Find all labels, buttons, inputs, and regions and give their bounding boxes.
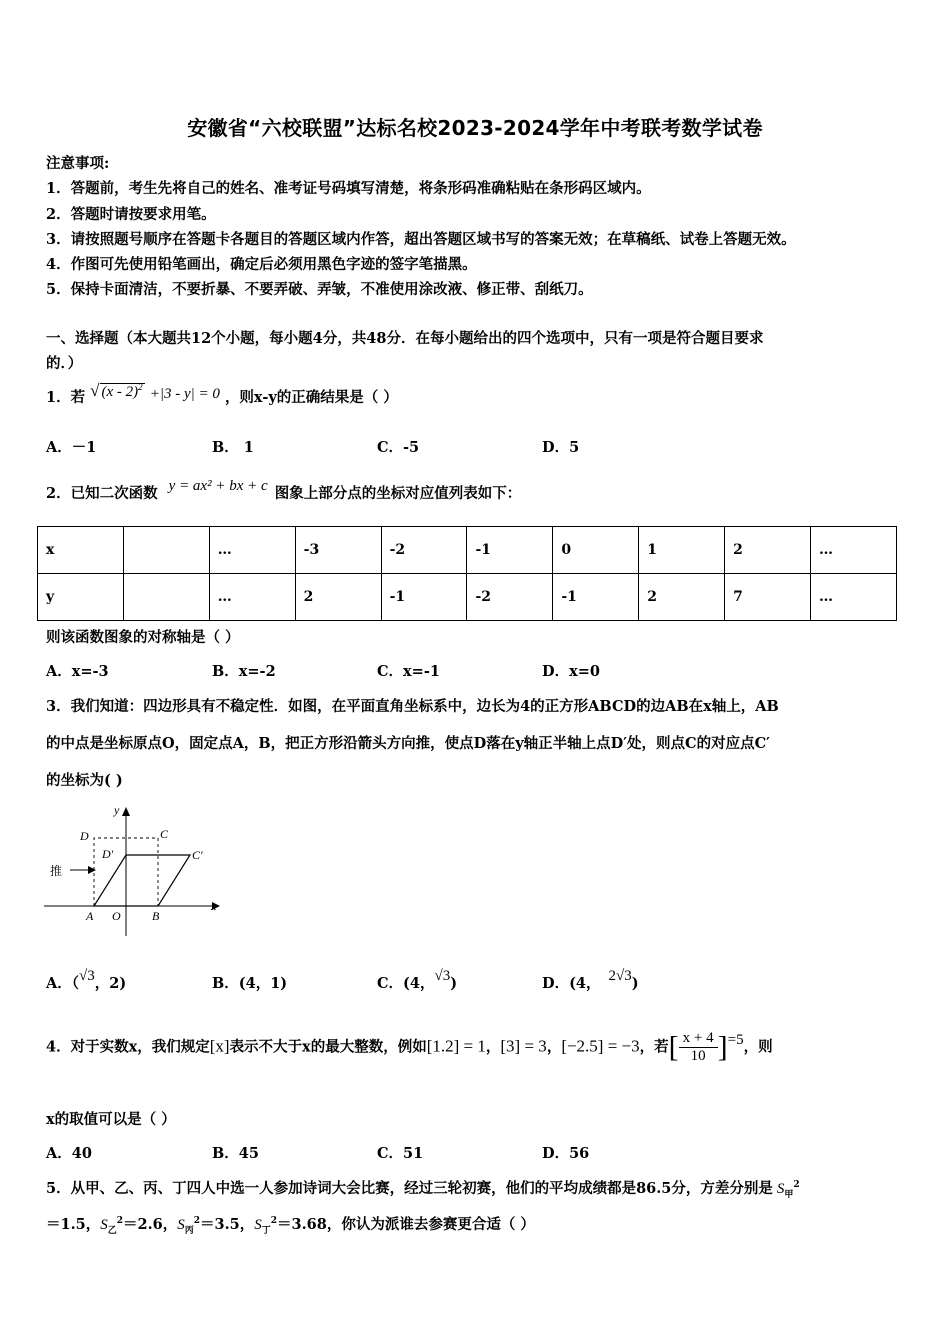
- table-cell: …: [811, 527, 897, 574]
- label-B: B: [152, 909, 160, 923]
- table-cell: …: [209, 574, 295, 621]
- table-cell: y: [38, 574, 124, 621]
- question-5-cont: ＝1.5，$S_乙^2=2.6$，$S_丙^2=3.5$，$S_丁^2=3.68$，你认为派谁去参赛更合适（ ）: [46, 1216, 535, 1236]
- option-d[interactable]: D．5: [542, 439, 580, 456]
- table-cell: 7: [725, 574, 811, 621]
- table-cell: 1: [639, 527, 725, 574]
- option-c[interactable]: C．-5: [377, 439, 420, 456]
- option-d[interactable]: D．x=0: [542, 663, 600, 680]
- option-b[interactable]: B．45: [212, 1145, 259, 1162]
- notice-item: 5．保持卡面清洁，不要折暴、不要弄破、弄皱，不准使用涂改液、修正带、刮纸刀。: [46, 281, 593, 298]
- table-cell: 0: [553, 527, 639, 574]
- option-a[interactable]: A．（√3，2): [46, 968, 127, 992]
- question-3-cont: 的坐标为( ): [46, 772, 123, 789]
- section-heading: 一、选择题（本大题共12个小题，每小题4分，共48分．在每小题给出的四个选项中，只有一项是符合题目要求: [46, 330, 764, 347]
- table-cell: -2: [467, 574, 553, 621]
- label-x: x: [211, 899, 217, 913]
- quadratic-function: y = ax² + bx + c: [168, 478, 268, 494]
- notice-item: 2．答题时请按要求用笔。: [46, 206, 216, 223]
- values-table: [37, 526, 897, 621]
- table-cell: -2: [381, 527, 467, 574]
- example-1: [1.2] = 1: [426, 1036, 486, 1056]
- label-A: A: [86, 909, 94, 923]
- option-b[interactable]: B． 1: [212, 439, 254, 456]
- floor-right: ]: [717, 1030, 728, 1064]
- option-c[interactable]: C．(4，√3): [377, 968, 458, 992]
- question-5: 5．从甲、乙、丙、丁四人中选一人参加诗词大会比赛，经过三轮初赛，他们的平均成绩都是86.5分，方差分别是 $S_甲^2$: [46, 1180, 800, 1200]
- table-cell: [123, 574, 209, 621]
- fraction: $\frac{x + 4}{10}$: [679, 1030, 718, 1065]
- table-cell: 2: [639, 574, 725, 621]
- table-cell: …: [209, 527, 295, 574]
- question-2-ask: 则该函数图象的对称轴是（ ）: [46, 629, 240, 646]
- question-1: 1．若 √ (x - 2)$^2$ +|3 - y| = 0 ，则x-y的正确结果是（ ）: [46, 381, 398, 406]
- example-2: [3] = 3: [500, 1036, 547, 1056]
- table-cell: -1: [553, 574, 639, 621]
- sqrt-expression: √ (x - 2)$^2$: [90, 381, 143, 400]
- table-cell: x: [38, 527, 124, 574]
- question-3: 3．我们知道：四边形具有不稳定性．如图，在平面直角坐标系中，边长为4的正方形ABCD的边AB在x轴上，AB: [46, 698, 779, 715]
- option-b[interactable]: B．x=-2: [212, 663, 276, 680]
- label-push: 推: [50, 864, 63, 878]
- question-2: 2．已知二次函数 y = ax² + bx + c 图象上部分点的坐标对应值列表如下：: [46, 478, 522, 502]
- table-cell: [123, 527, 209, 574]
- notice-item: 4．作图可先使用铅笔画出，确定后必须用黑色字迹的签字笔描黑。: [46, 256, 477, 273]
- label-D: D: [80, 829, 89, 843]
- option-d[interactable]: D．(4， 2√3): [542, 968, 639, 992]
- table-cell: …: [811, 574, 897, 621]
- notice-item: 3．请按照题号顺序在答题卡各题目的答题区域内作答，超出答题区域书写的答案无效；在草稿纸、试卷上答题无效。: [46, 231, 796, 248]
- pushed-parallelogram: [94, 855, 190, 906]
- option-b[interactable]: B．(4，1): [212, 975, 288, 992]
- label-C: C: [160, 827, 169, 841]
- floor-notation: [x]: [209, 1036, 230, 1056]
- question-4-cont: x的取值可以是（ ）: [46, 1111, 176, 1128]
- y-axis-arrow: [122, 807, 130, 816]
- option-d[interactable]: D．56: [542, 1145, 590, 1162]
- table-cell: 2: [295, 574, 381, 621]
- label-y: y: [114, 803, 120, 817]
- label-D-prime: D′: [102, 847, 114, 861]
- question-3-cont: 的中点是坐标原点O，固定点A，B，把正方形沿箭头方向推，使点D落在y轴正半轴上点D′处，则点C的对应点C′: [46, 735, 770, 752]
- option-a[interactable]: A．x=-3: [46, 663, 109, 680]
- table-row: [38, 527, 897, 574]
- label-C-prime: C′: [192, 848, 203, 862]
- example-3: [−2.5] = −3: [561, 1036, 640, 1056]
- table-cell: -1: [467, 527, 553, 574]
- label-O: O: [112, 909, 121, 923]
- option-a[interactable]: A．40: [46, 1145, 92, 1162]
- table-row: [38, 574, 897, 621]
- table-cell: -1: [381, 574, 467, 621]
- square-push-figure: [44, 800, 229, 940]
- option-c[interactable]: C．x=-1: [377, 663, 440, 680]
- option-c[interactable]: C．51: [377, 1145, 424, 1162]
- notice-item: 1．答题前，考生先将自己的姓名、准考证号码填写清楚，将条形码准确粘贴在条形码区域内。: [46, 180, 651, 197]
- question-4: 4．对于实数x，我们规定[x]表示不大于x的最大整数，例如[1.2] = 1，[3] = 3，[−2.5] = −3，若[ $\frac{x + 4}{10}$ ]=5，则: [46, 1030, 773, 1064]
- section-heading-cont: 的．）: [46, 355, 83, 372]
- notice-heading: 注意事项:: [46, 155, 110, 172]
- table-cell: -3: [295, 527, 381, 574]
- option-a[interactable]: A．－1: [46, 439, 97, 456]
- exam-title: 安徽省“六校联盟”达标名校2023-2024学年中考联考数学试卷: [187, 116, 763, 140]
- floor-left: [: [668, 1030, 679, 1064]
- table-cell: 2: [725, 527, 811, 574]
- push-arrowhead: [88, 866, 96, 874]
